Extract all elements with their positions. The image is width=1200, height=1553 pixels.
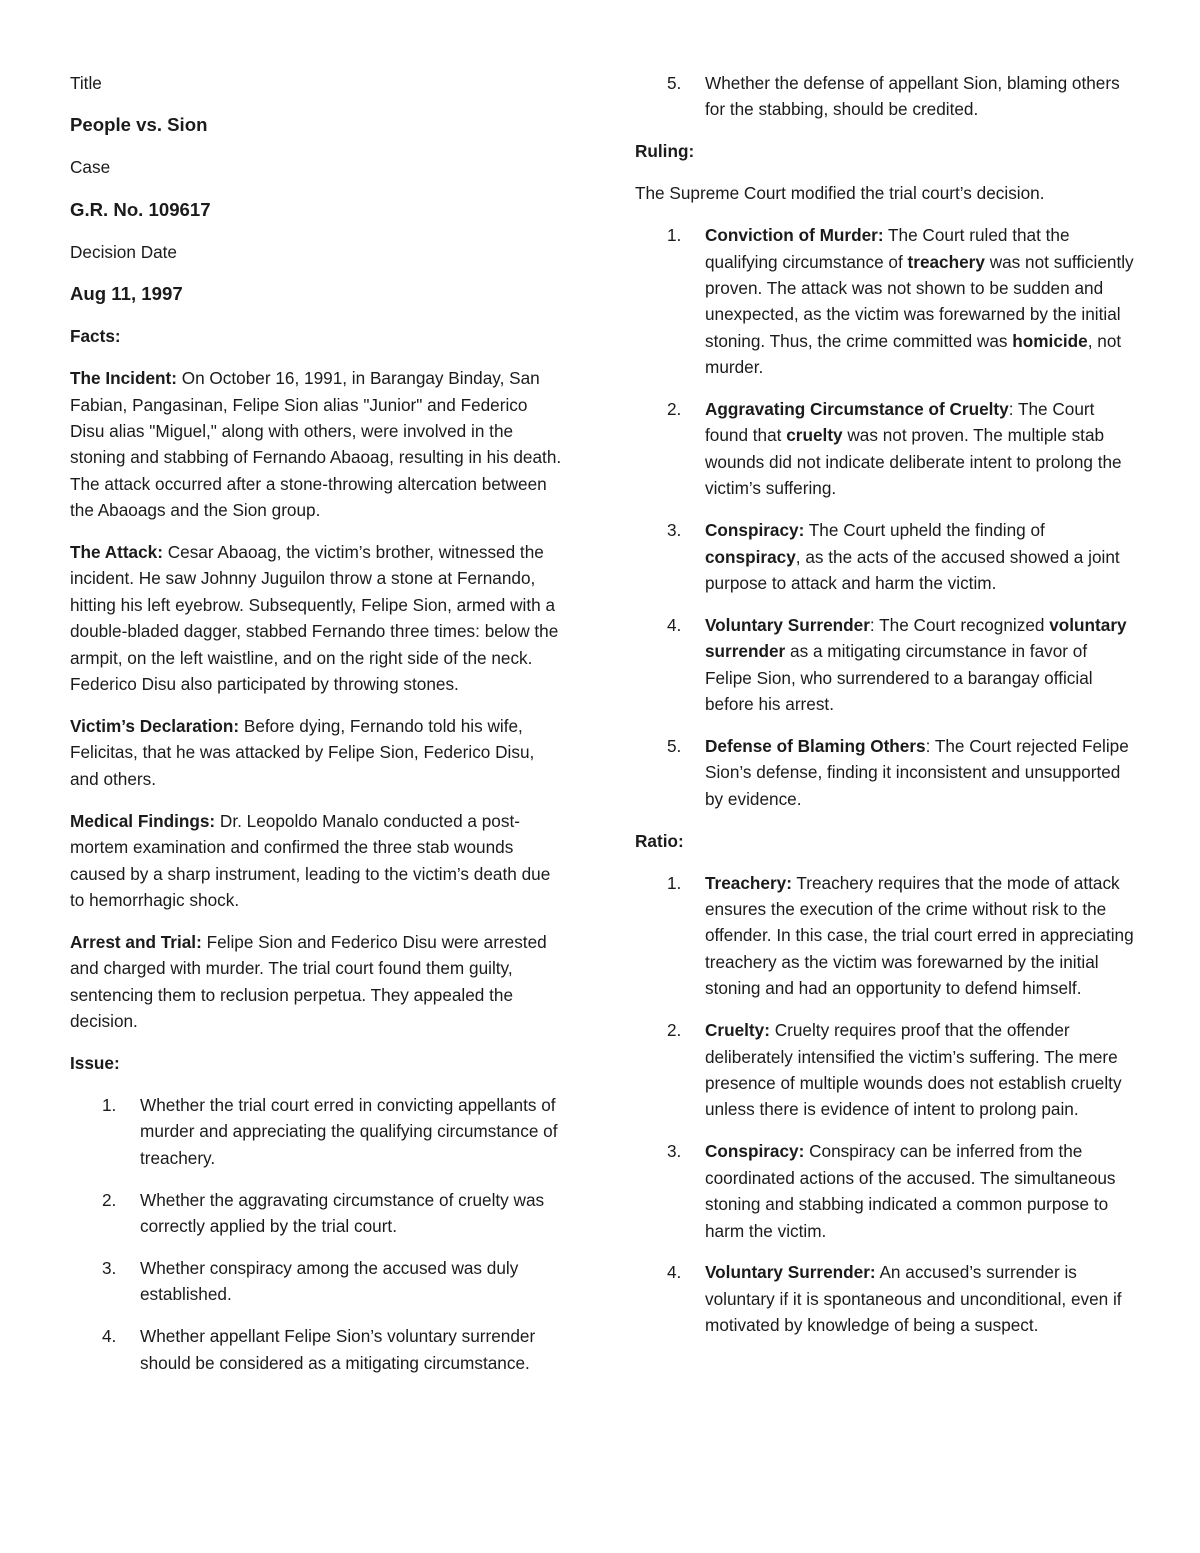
ruling-label: Defense of Blaming Others <box>705 736 926 757</box>
list-number: 1. <box>667 225 682 246</box>
ruling-text: , not murder. <box>705 330 1122 378</box>
ruling-text: : The Court rejected Felipe Sion’s defense, finding it inconsistent and unsupported by evidence. <box>705 736 1129 809</box>
list-number: 4. <box>667 1262 682 1283</box>
ruling-text: , as the acts of the accused showed a joint purpose to attack and harm the victim. <box>705 546 1120 593</box>
ruling-item <box>635 222 1135 380</box>
ratio-text: Cruelty requires proof that the offender deliberately intensified the victim’s suffering. The mere presence of multiple wounds does not establish cruelty unless there is evidence of intent to prolong pain. <box>705 1020 1122 1120</box>
ratio-item <box>635 1017 1135 1123</box>
list-number: 4. <box>102 1326 117 1347</box>
ruling-label: Conspiracy: <box>705 520 805 541</box>
ruling-item <box>635 612 1135 718</box>
list-number: 4. <box>667 614 682 635</box>
ruling-label: Conviction of Murder: <box>705 225 884 246</box>
paragraph-label: The Attack: <box>70 542 163 563</box>
ruling-emphasis: treachery <box>907 251 985 272</box>
decision-date-label: Decision Date <box>70 241 177 262</box>
ruling-emphasis: cruelty <box>786 425 843 446</box>
ratio-label: Cruelty: <box>705 1020 770 1041</box>
issue-item <box>635 70 1135 123</box>
title-label: Title <box>70 73 102 93</box>
ruling-label: Aggravating Circumstance of Cruelty <box>705 399 1009 420</box>
facts-paragraph-incident <box>70 365 565 523</box>
paragraph-text: Felipe Sion and Federico Disu were arrested and charged with murder. The trial court found them guilty, sentencing them to reclusion perpetua. They appealed the decision. <box>70 931 547 1032</box>
case-number: G.R. No. 109617 <box>70 198 211 220</box>
ruling-item <box>635 517 1135 596</box>
list-number: 3. <box>102 1257 117 1278</box>
issue-text: Whether conspiracy among the accused was duly established. <box>140 1257 519 1305</box>
list-number: 1. <box>667 872 682 893</box>
ratio-item <box>635 1259 1135 1338</box>
ratio-item <box>635 1138 1135 1244</box>
ruling-emphasis: conspiracy <box>705 546 796 567</box>
list-number: 2. <box>667 1020 682 1041</box>
ratio-text: Treachery requires that the mode of attack ensures the execution of the crime without risk to the offender. In this case, the trial court erred in appreciating treachery as the victim was forewarned by the initial stoning and had an opportunity to defend himself. <box>705 872 1134 999</box>
ruling-text: The Court ruled that the qualifying circumstance of <box>705 225 1070 272</box>
issue-item <box>70 1187 565 1240</box>
issue-text: Whether appellant Felipe Sion’s voluntary surrender should be considered as a mitigating circumstance. <box>140 1326 536 1373</box>
case-label: Case <box>70 157 111 178</box>
paragraph-label: The Incident: <box>70 368 177 389</box>
ruling-emphasis: homicide <box>1012 330 1088 351</box>
facts-paragraph-attack <box>70 539 565 697</box>
paragraph-text: On October 16, 1991, in Barangay Binday, San Fabian, Pangasinan, Felipe Sion alias "Junior" and Federico Disu alias "Miguel," along with others, were involved in the stoning and stabbing of Fernando Abaoag, resulting in his death. The attack occurred after a stone-throwing altercation between the Abaoags and the Sion group. <box>70 368 562 521</box>
list-number: 2. <box>667 399 682 420</box>
issue-text: Whether the defense of appellant Sion, blaming others for the stabbing, should be credited. <box>705 73 1120 120</box>
ruling-text: was not proven. The multiple stab wounds did not indicate deliberate intent to prolong the victim’s suffering. <box>705 425 1122 499</box>
issue-item <box>70 1323 565 1376</box>
ruling-item <box>635 733 1135 812</box>
ruling-item <box>635 396 1135 502</box>
paragraph-text: Cesar Abaoag, the victim’s brother, witnessed the incident. He saw Johnny Juguilon throw a stone at Fernando, hitting his left eyebrow. Subsequently, Felipe Sion, armed with a double-bladed dagger, stabbed Fernando three times: below the armpit, on the left waistline, and on the right side of the neck. Federico Disu also participated by throwing stones. <box>70 542 559 695</box>
list-number: 2. <box>102 1189 117 1210</box>
paragraph-label: Arrest and Trial: <box>70 931 202 952</box>
decision-date: Aug 11, 1997 <box>70 283 183 305</box>
issue-item <box>70 1255 565 1308</box>
ruling-text: : The Court recognized <box>869 614 1050 635</box>
paragraph-label: Medical Findings: <box>70 810 216 831</box>
facts-paragraph-declaration <box>70 713 565 792</box>
paragraph-text: Before dying, Fernando told his wife, Felicitas, that he was attacked by Felipe Sion, Federico Disu, and others. <box>70 716 535 789</box>
right-column <box>635 70 1135 1354</box>
left-column <box>70 70 565 1392</box>
list-number: 3. <box>667 1141 682 1162</box>
list-number: 5. <box>667 736 682 757</box>
ratio-label: Conspiracy: <box>705 1141 805 1162</box>
facts-heading: Facts: <box>70 326 121 347</box>
ratio-item <box>635 870 1135 1002</box>
paragraph-label: Victim’s Declaration: <box>70 716 240 736</box>
issue-list-continued <box>635 70 1135 123</box>
ruling-heading: Ruling: <box>635 141 695 162</box>
issue-list <box>70 1092 565 1376</box>
ruling-emphasis: voluntary surrender <box>705 614 1127 662</box>
ruling-text: : The Court found that <box>705 399 1095 446</box>
issue-item <box>70 1092 565 1171</box>
ratio-label: Voluntary Surrender: <box>705 1262 876 1283</box>
paragraph-text: Dr. Leopoldo Manalo conducted a post-mortem examination and confirmed the three stab wounds caused by a sharp instrument, leading to the victim’s death due to hemorrhagic shock. <box>70 810 551 910</box>
case-title: People vs. Sion <box>70 114 208 136</box>
issue-text: Whether the trial court erred in convicting appellants of murder and appreciating the qualifying circumstance of treachery. <box>140 1094 558 1168</box>
ratio-label: Treachery: <box>705 872 792 893</box>
ruling-text: was not sufficiently proven. The attack was not shown to be sudden and unexpected, as the victim was forewarned by the initial stoning. Thus, the crime committed was <box>705 251 1134 351</box>
issue-text: Whether the aggravating circumstance of cruelty was correctly applied by the trial court. <box>140 1189 545 1236</box>
ruling-label: Voluntary Surrender <box>705 614 870 635</box>
facts-paragraph-medical <box>70 808 565 914</box>
list-number: 5. <box>667 73 682 93</box>
facts-paragraph-arrest <box>70 929 565 1035</box>
list-number: 1. <box>102 1094 117 1115</box>
ruling-text: as a mitigating circumstance in favor of Felipe Sion, who surrendered to a barangay official before his arrest. <box>705 641 1093 715</box>
ratio-text: Conspiracy can be inferred from the coordinated actions of the accused. The simultaneous stoning and stabbing indicated a common purpose to harm the victim. <box>705 1141 1116 1241</box>
ratio-heading: Ratio: <box>635 830 684 851</box>
list-number: 3. <box>667 520 682 541</box>
ruling-intro: The Supreme Court modified the trial court’s decision. <box>635 183 1045 204</box>
ruling-list <box>635 222 1135 812</box>
issue-heading: Issue: <box>70 1052 120 1073</box>
ratio-text: An accused’s surrender is voluntary if it is spontaneous and unconditional, even if motivated by knowledge of being a suspect. <box>705 1262 1122 1336</box>
ruling-text: The Court upheld the finding of <box>804 520 1045 541</box>
ratio-list <box>635 870 1135 1339</box>
